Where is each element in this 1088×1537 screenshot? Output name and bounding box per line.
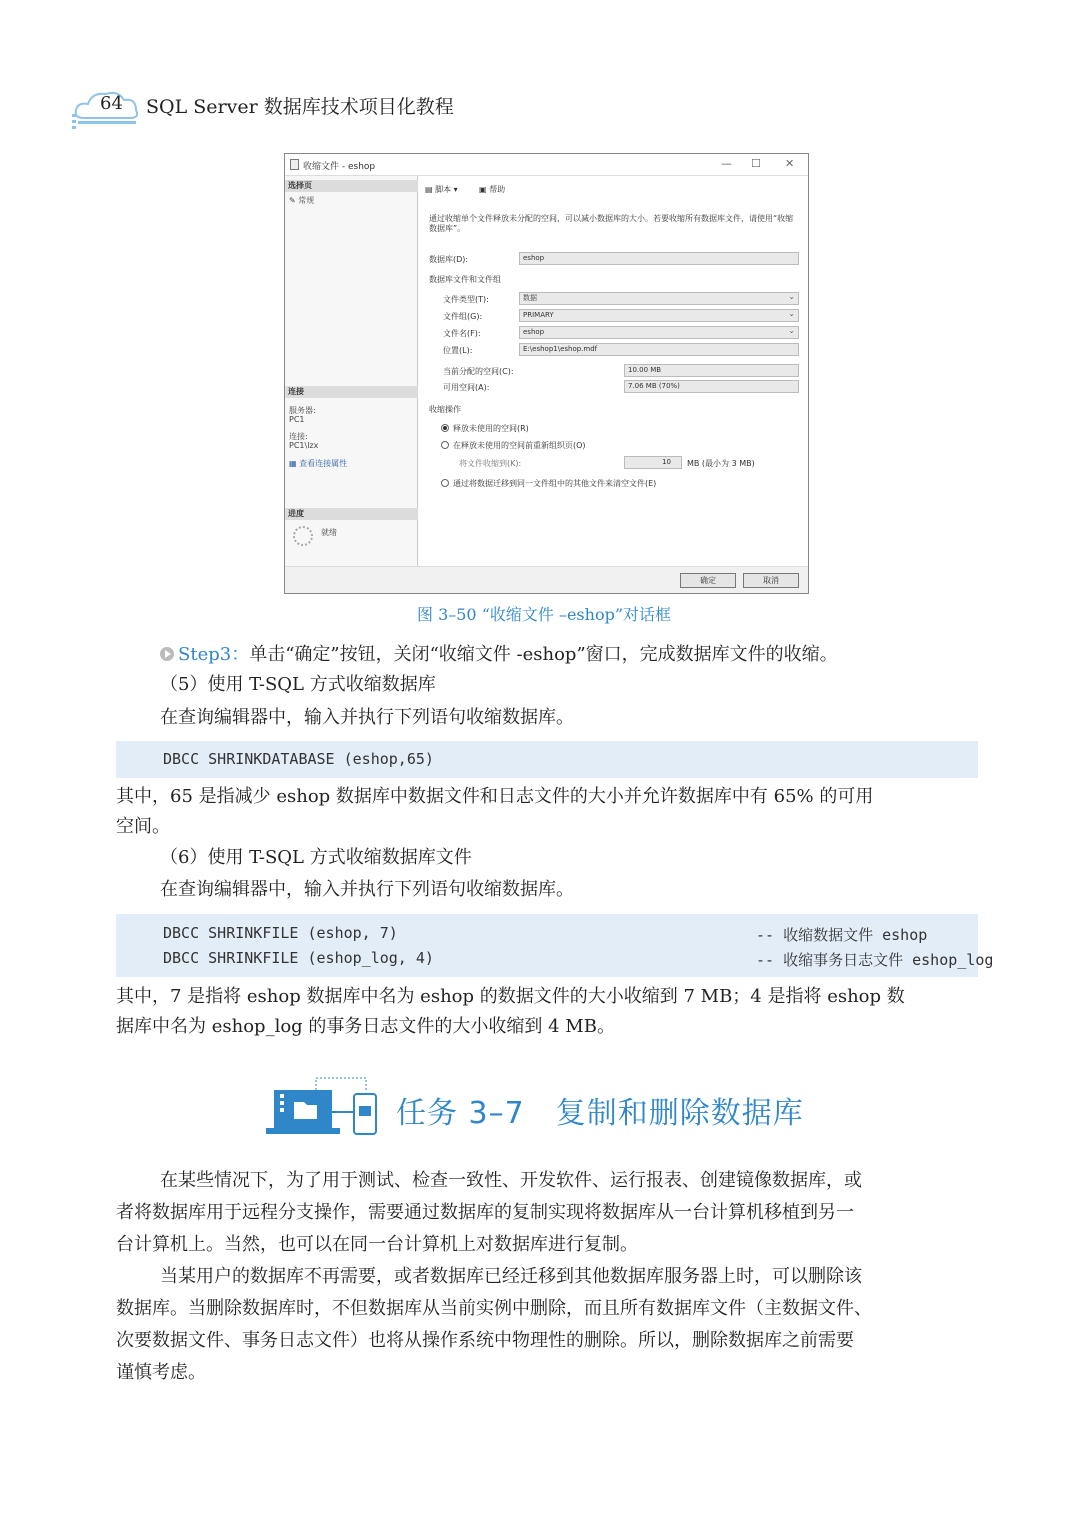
figure-caption: 图 3–50 “收缩文件 –eshop”对话框	[416, 605, 672, 624]
code-block-shrinkdatabase	[116, 741, 978, 778]
maximize-button[interactable]: ☐	[751, 157, 761, 170]
section-6-heading: （6）使用 T-SQL 方式收缩数据库文件	[160, 847, 472, 868]
filegroup-select[interactable]: PRIMARY ⌄	[519, 309, 799, 322]
para-7b-line2: 数据库。当删除数据库时，不但数据库从当前实例中删除，而且所有数据库文件（主数据文件、	[116, 1298, 872, 1319]
location-label: 位置(L):	[443, 346, 473, 355]
code-comment: -- 收缩数据文件 eshop	[756, 926, 928, 944]
database-label: 数据库(D):	[429, 255, 469, 264]
shrink-file-dialog-screenshot	[284, 153, 809, 594]
window-titlebar	[285, 154, 808, 176]
shrink-to-label: 将文件收缩到(K):	[459, 459, 522, 468]
code-line: DBCC SHRINKFILE (eshop_log, 4)	[163, 949, 434, 967]
file-name-label: 文件名(F):	[443, 329, 481, 338]
progress-spinner-icon	[293, 526, 313, 546]
allocated-space-label: 当前分配的空间(C):	[443, 367, 514, 376]
reorganize-pages-radio[interactable]	[441, 441, 449, 449]
left-panel	[285, 176, 418, 566]
section-6-text: 在查询编辑器中，输入并执行下列语句收缩数据库。	[160, 879, 574, 900]
ok-button[interactable]: 确定	[680, 573, 736, 588]
allocated-space-field: 10.00 MB	[624, 364, 799, 377]
step3-text: 单击“确定”按钮，关闭“收缩文件 -eshop”窗口，完成数据库文件的收缩。	[249, 644, 838, 665]
para-7b-line1: 当某用户的数据库不再需要，或者数据库已经迁移到其他数据库服务器上时，可以删除该	[160, 1266, 862, 1287]
general-label: 常规	[298, 196, 315, 205]
code-line: DBCC SHRINKDATABASE (eshop,65)	[163, 750, 434, 768]
release-unused-radio[interactable]	[441, 424, 449, 432]
connection-value: PC1\lzx	[289, 441, 319, 450]
close-button[interactable]: ✕	[785, 157, 795, 170]
empty-file-radio[interactable]	[441, 479, 449, 487]
code-line: DBCC SHRINKFILE (eshop, 7)	[163, 924, 398, 942]
progress-status: 就绪	[321, 528, 337, 537]
script-label: 脚本	[435, 185, 452, 194]
paragraph-after-code2-line1: 其中，7 是指将 eshop 数据库中名为 eshop 的数据文件的大小收缩到 7 MB；4 是指将 eshop 数	[116, 986, 905, 1007]
file-type-select[interactable]: 数据 ⌄	[519, 292, 799, 305]
script-button[interactable]: ▤ 脚本 ▾	[425, 185, 458, 194]
available-space-label: 可用空间(A):	[443, 383, 490, 392]
right-panel	[419, 176, 808, 566]
database-field[interactable]: eshop	[519, 252, 799, 265]
files-group-label: 数据库文件和文件组	[429, 275, 501, 284]
page-header	[70, 84, 490, 130]
dialog-button-bar	[285, 566, 808, 593]
code-comment: -- 收缩事务日志文件 eshop_log	[756, 951, 994, 969]
book-title: SQL Server 数据库技术项目化教程	[146, 96, 454, 118]
view-connection-properties-link[interactable]: ▦ 查看连接属性	[289, 459, 348, 468]
help-button[interactable]: ▣ 帮助	[479, 185, 506, 194]
connection-header: 连接	[285, 386, 418, 398]
empty-file-label: 通过将数据迁移到同一文件组中的其他文件来清空文件(E)	[453, 479, 657, 488]
section-title: 任务 3–7 复制和删除数据库	[396, 1096, 804, 1131]
minimize-button[interactable]: —	[721, 157, 732, 170]
window-title: 收缩文件 - eshop	[303, 162, 376, 172]
release-unused-label: 释放未使用的空间(R)	[453, 424, 529, 433]
server-value: PC1	[289, 415, 305, 424]
location-field[interactable]: E:\eshop1\eshop.mdf	[519, 343, 799, 356]
section-5-heading: （5）使用 T-SQL 方式收缩数据库	[160, 674, 436, 695]
cancel-button[interactable]: 取消	[743, 573, 799, 588]
para-7a-line3: 台计算机上。当然，也可以在同一台计算机上对数据库进行复制。	[116, 1234, 638, 1255]
file-name-select[interactable]: eshop ⌄	[519, 326, 799, 339]
paragraph-after-code2-line2: 据库中名为 eshop_log 的事务日志文件的大小收缩到 4 MB。	[116, 1016, 615, 1037]
page-number: 64	[100, 93, 123, 114]
play-icon	[160, 647, 174, 661]
available-space-field: 7.06 MB (70%)	[624, 380, 799, 393]
connection-label: 连接:	[289, 432, 308, 441]
help-label: 帮助	[489, 185, 506, 194]
para-7b-line3: 次要数据文件、事务日志文件）也将从操作系统中物理性的删除。所以，删除数据库之前需要	[116, 1330, 854, 1351]
description-text: 通过收缩单个文件释放未分配的空间，可以减小数据库的大小。若要收缩所有数据库文件，请使用“收缩数据库”。	[429, 214, 794, 233]
database-icon	[290, 159, 299, 170]
paragraph-after-code1-line2: 空间。	[116, 816, 170, 837]
server-label: 服务器:	[289, 406, 316, 415]
paragraph-after-code1-line1: 其中，65 是指减少 eshop 数据库中数据文件和日志文件的大小并允许数据库中有 65% 的可用	[116, 786, 874, 807]
para-7b-line4: 谨慎考虑。	[116, 1362, 206, 1383]
filegroup-label: 文件组(G):	[443, 312, 483, 321]
laptop-phone-icon	[266, 1076, 386, 1138]
shrink-to-stepper[interactable]: 10	[624, 456, 682, 469]
file-type-label: 文件类型(T):	[443, 295, 489, 304]
progress-header: 进度	[285, 508, 418, 520]
para-7a-line2: 者将数据库用于远程分支操作，需要通过数据库的复制实现将数据库从一台计算机移植到另一	[116, 1202, 854, 1223]
code-block-shrinkfile	[116, 914, 994, 977]
section-5-text: 在查询编辑器中，输入并执行下列语句收缩数据库。	[160, 707, 574, 728]
view-connection-properties-label: 查看连接属性	[299, 459, 348, 468]
reorganize-pages-label: 在释放未使用的空间前重新组织页(O)	[453, 441, 586, 450]
step3-label: Step3：	[178, 644, 250, 665]
section-heading	[266, 1076, 866, 1138]
step3-paragraph	[160, 640, 1022, 670]
para-7a-line1: 在某些情况下，为了用于测试、检查一致性、开发软件、运行报表、创建镜像数据库，或	[160, 1170, 862, 1191]
general-page-item[interactable]: ✎ 常规	[289, 196, 315, 205]
select-page-header: 选择页	[285, 180, 418, 192]
shrink-to-unit: MB (最小为 3 MB)	[687, 459, 755, 468]
shrink-action-label: 收缩操作	[429, 405, 461, 414]
